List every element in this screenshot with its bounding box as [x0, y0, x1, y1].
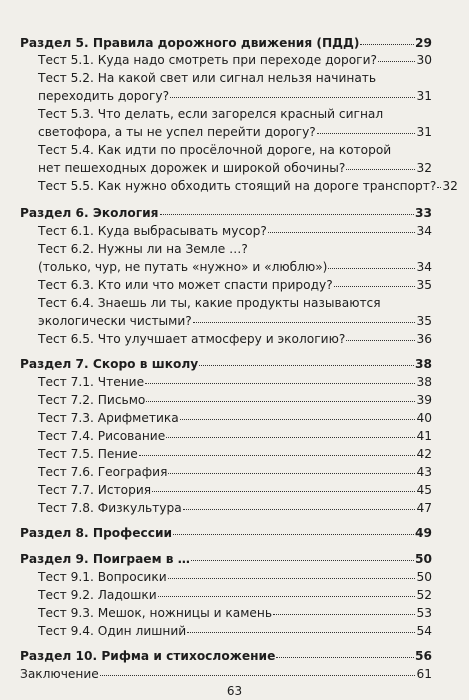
page-ref: 56 — [415, 649, 432, 663]
section-title: Раздел 10. Рифма и стихосложение — [20, 649, 276, 663]
toc-section-6[interactable] — [20, 206, 432, 221]
toc-entry-line[interactable]: Тест 6.4. Знаешь ли ты, какие продукты называются — [38, 296, 381, 310]
dot-leader — [191, 560, 414, 561]
toc-entry-conclusion[interactable]: Заключение 61 — [20, 667, 432, 681]
dot-leader — [360, 44, 414, 45]
page-number: 63 — [226, 684, 243, 698]
toc-entry[interactable]: Тест 6.5. Что улучшает атмосферу и экологию? 36 — [38, 332, 432, 346]
toc-entry[interactable]: (только, чур, не путать «нужно» и «люблю») 34 — [38, 260, 432, 274]
page-ref: 29 — [415, 36, 432, 50]
toc-entry[interactable]: Тест 7.2. Письмо 39 — [38, 393, 432, 407]
page-ref: 49 — [415, 526, 432, 540]
toc-entry[interactable]: Тест 7.6. География 43 — [38, 465, 432, 479]
toc-entry[interactable]: Тест 5.1. Куда надо смотреть при переходе дороги? 30 — [38, 53, 432, 67]
toc-entry[interactable]: Тест 7.1. Чтение 38 — [38, 375, 432, 389]
toc-entry-line[interactable]: Тест 5.2. На какой свет или сигнал нельзя начинать — [38, 71, 377, 85]
toc-entry[interactable]: Тест 5.5. Как нужно обходить стоящий на дороге транспорт? 32 — [38, 179, 458, 193]
page-ref: 38 — [415, 357, 432, 371]
section-title: Раздел 7. Скоро в школу — [20, 357, 199, 371]
toc-entry[interactable]: Тест 7.4. Рисование 41 — [38, 429, 432, 443]
toc-entry[interactable]: Тест 9.4. Один лишний 54 — [38, 624, 432, 638]
toc-section-9[interactable] — [20, 552, 432, 567]
dot-leader — [173, 534, 414, 535]
toc-entry-line[interactable]: Тест 6.2. Нужны ли на Земле …? — [38, 242, 248, 256]
toc-entry[interactable]: светофора, а ты не успел перейти дорогу? 31 — [38, 125, 432, 139]
toc-entry[interactable]: Тест 6.3. Кто или что может спасти природу? 35 — [38, 278, 432, 292]
toc-entry[interactable]: Тест 9.2. Ладошки 52 — [38, 588, 432, 602]
toc-entry[interactable]: переходить дорогу? 31 — [38, 89, 432, 103]
toc-entry[interactable]: Тест 7.5. Пение 42 — [38, 447, 432, 461]
toc-entry[interactable]: Тест 7.7. История 45 — [38, 483, 432, 497]
page-ref: 50 — [415, 552, 432, 566]
toc-entry[interactable]: экологически чистыми? 35 — [38, 314, 432, 328]
toc-entry-line[interactable]: Тест 5.4. Как идти по просёлочной дороге, на которой — [38, 143, 392, 157]
toc-section-8[interactable] — [20, 526, 432, 541]
toc-section-10[interactable] — [20, 649, 432, 664]
dot-leader — [160, 214, 415, 215]
section-title: Раздел 5. Правила дорожного движения (ПДД) — [20, 36, 360, 50]
toc-entry[interactable]: Тест 9.3. Мешок, ножницы и камень 53 — [38, 606, 432, 620]
toc-section-5[interactable] — [20, 36, 432, 51]
toc-entry[interactable]: нет пешеходных дорожек и широкой обочины? 32 — [38, 161, 432, 175]
toc-entry[interactable]: Тест 6.1. Куда выбрасывать мусор? 34 — [38, 224, 432, 238]
toc-section-7[interactable] — [20, 357, 432, 372]
section-title: Раздел 8. Профессии — [20, 526, 173, 540]
dot-leader — [199, 365, 414, 366]
page-ref: 33 — [415, 206, 432, 220]
toc-entry[interactable]: Тест 9.1. Вопросики 50 — [38, 570, 432, 584]
section-title: Раздел 6. Экология — [20, 206, 159, 220]
toc-entry-line[interactable]: Тест 5.3. Что делать, если загорелся красный сигнал — [38, 107, 384, 121]
toc-entry[interactable]: Тест 7.3. Арифметика 40 — [38, 411, 432, 425]
section-title: Раздел 9. Поиграем в … — [20, 552, 190, 566]
toc-entry[interactable]: Тест 7.8. Физкультура 47 — [38, 501, 432, 515]
dot-leader — [276, 657, 414, 658]
